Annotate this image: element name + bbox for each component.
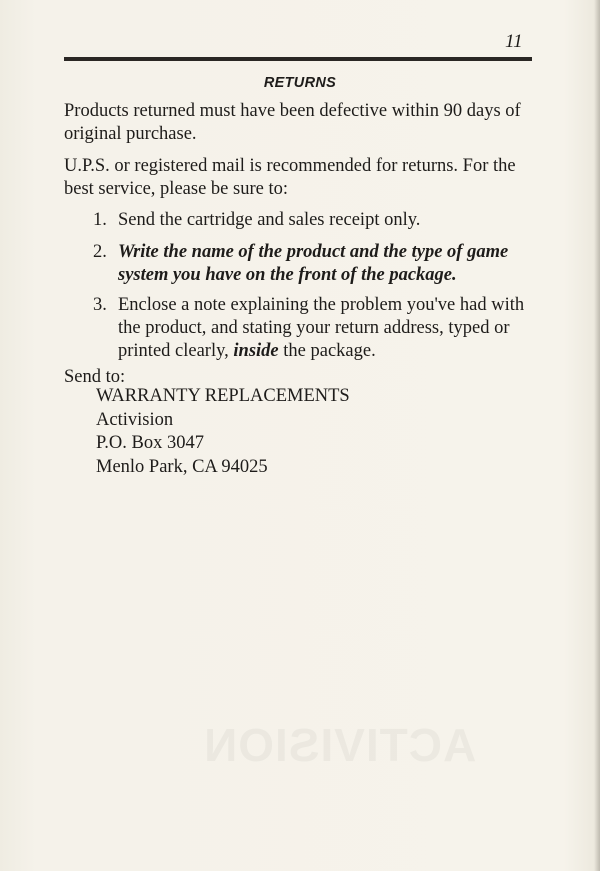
list-item-text: Send the cartridge and sales receipt only. — [118, 210, 421, 230]
list-item-text-end: the package. — [283, 341, 376, 361]
list-item-text — [118, 294, 538, 363]
page-edge-shadow — [594, 0, 600, 871]
paragraph-shipping-advice: U.P.S. or registered mail is recommended for returns. For the best service, please be sure to: — [64, 156, 516, 199]
address-line-recipient: WARRANTY REPLACEMENTS — [96, 386, 350, 406]
list-item-number: 1. — [93, 210, 107, 230]
address-line-company: Activision — [96, 409, 174, 430]
list-item-number: 2. — [93, 242, 107, 262]
emphasis-inside: inside — [233, 341, 279, 361]
list-item-text: Write the name of the product and the type of game system you have on the front of the package. — [118, 242, 509, 285]
mailing-address — [96, 385, 350, 479]
activision-watermark-logo: ACTIVISION — [203, 719, 477, 771]
list-item-text-start: Enclose a note explaining the problem you've had with the product, and stating your return address, typed or printed clearly, — [118, 295, 525, 361]
section-title: RETURNS — [263, 75, 337, 91]
page-number: 11 — [505, 31, 523, 52]
address-line-city: Menlo Park, CA 94025 — [96, 456, 268, 477]
address-line-po-box: P.O. Box 3047 — [96, 433, 204, 453]
list-item-number: 3. — [93, 295, 107, 315]
header-rule — [64, 57, 532, 61]
send-to-label: Send to: — [64, 367, 126, 387]
paragraph-defective-period: Products returned must have been defective within 90 days of original purchase. — [64, 101, 521, 144]
